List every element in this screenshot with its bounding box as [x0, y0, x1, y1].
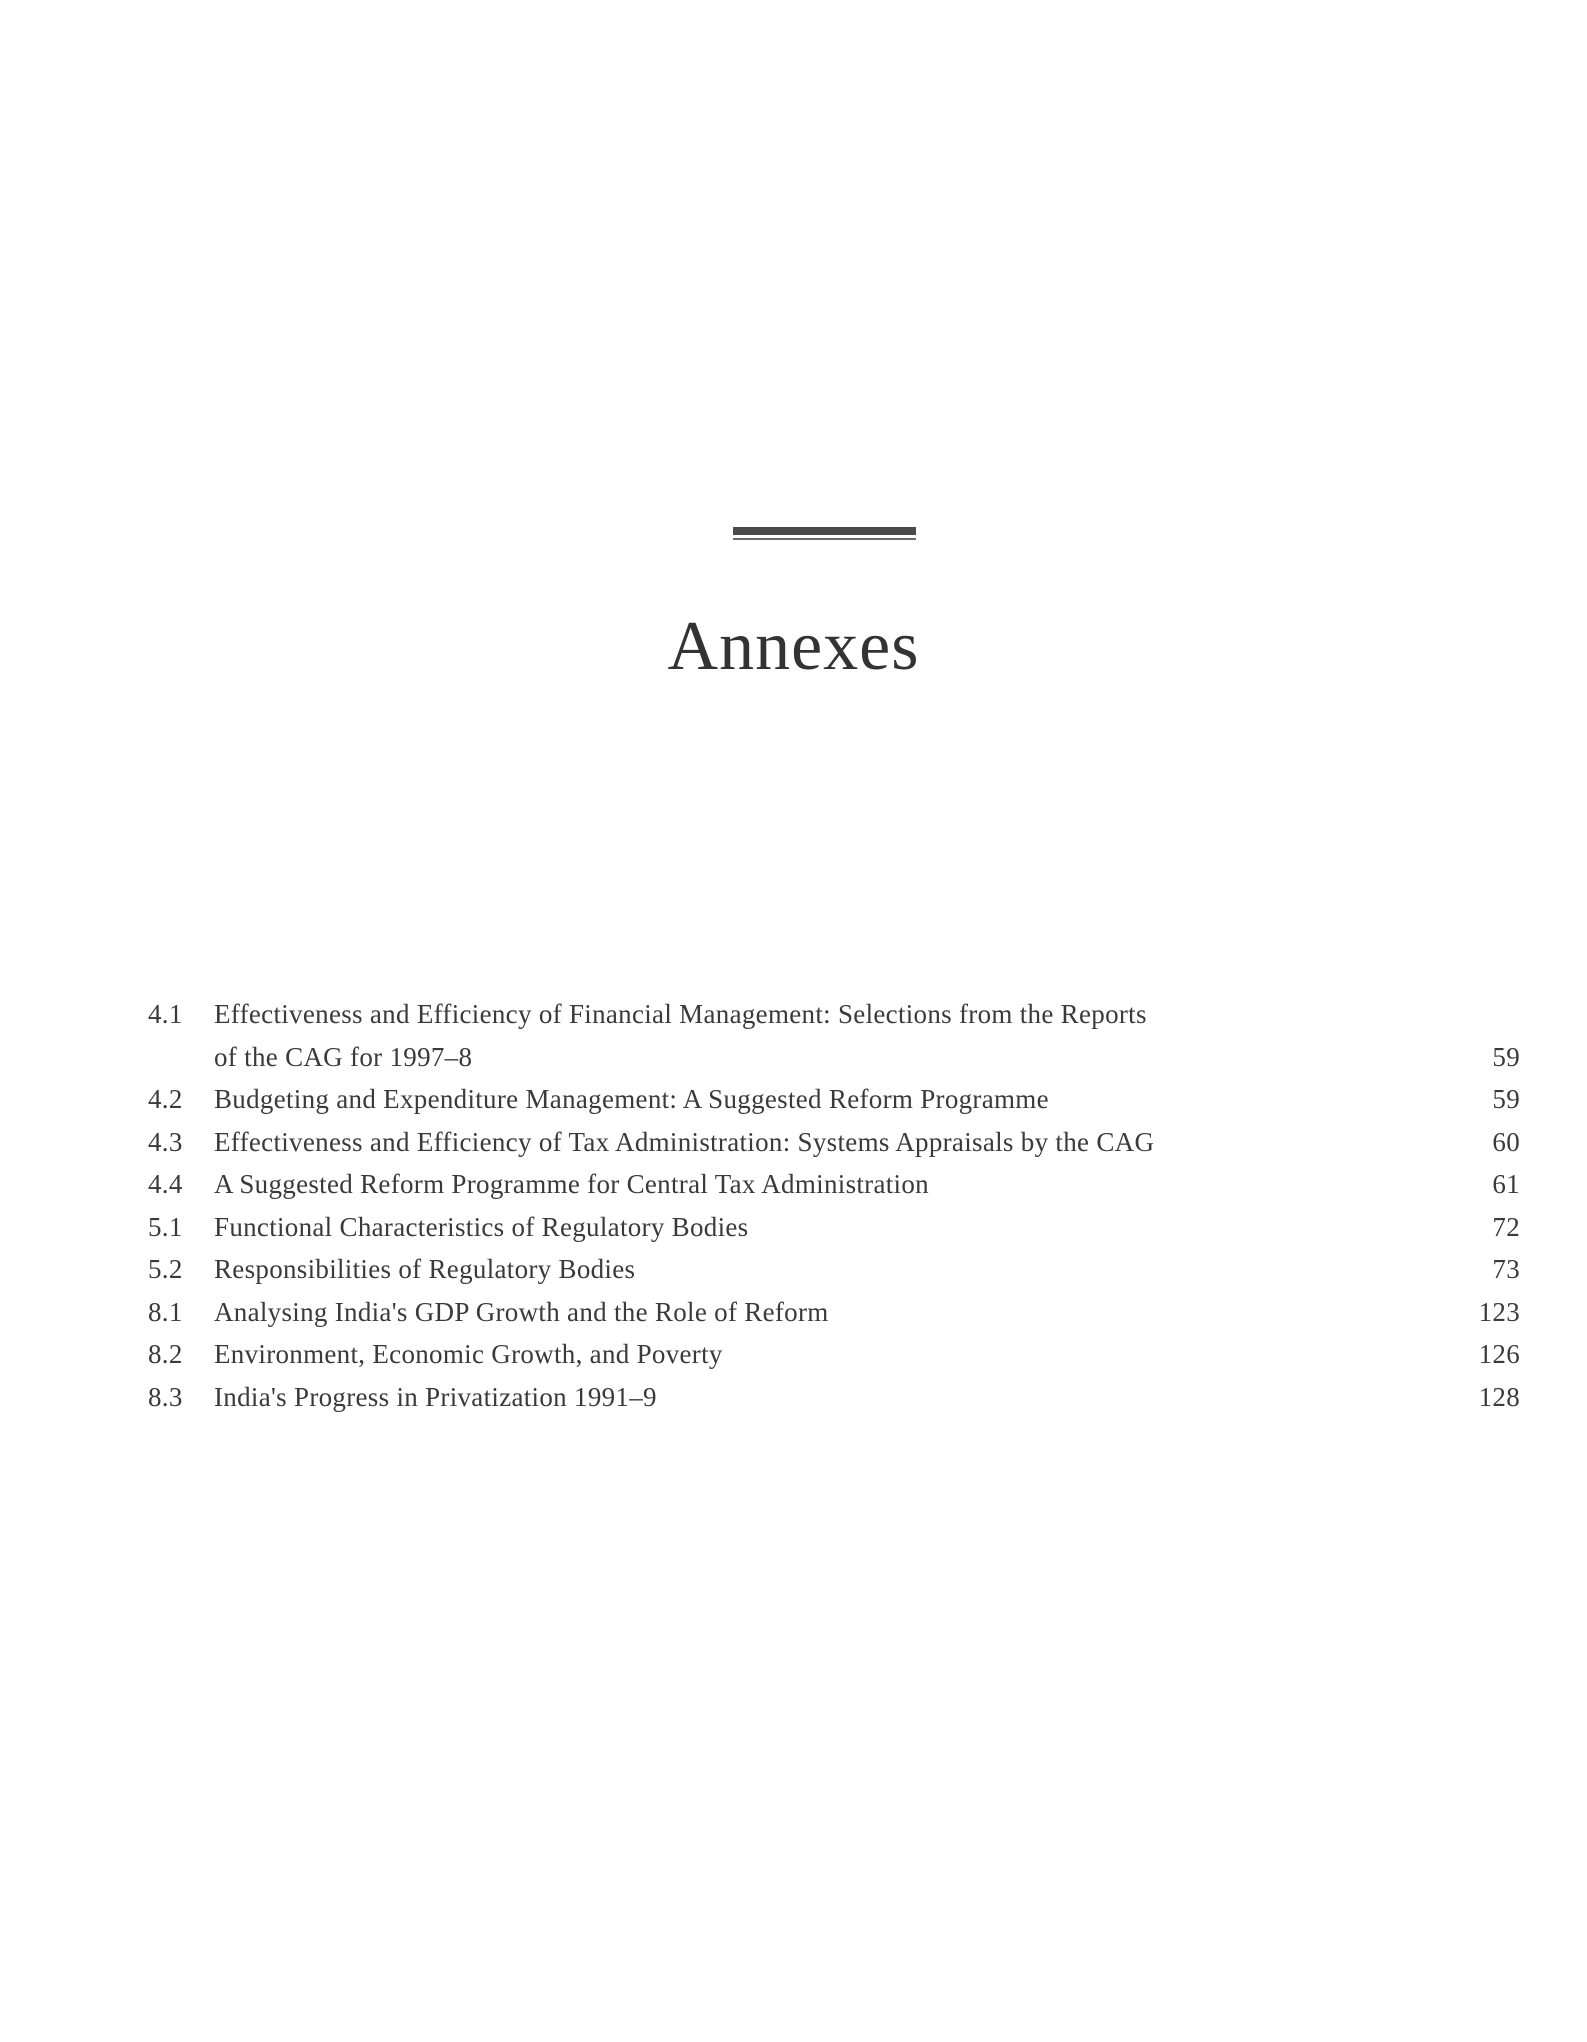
annex-number: 8.1: [148, 1296, 183, 1327]
annex-title-block: [214, 993, 1520, 1078]
annex-title-block: [214, 1121, 1520, 1164]
annex-page-number: 73: [1492, 1254, 1520, 1284]
annex-title: A Suggested Reform Programme for Central Tax Administration: [214, 1169, 929, 1199]
annex-number: 5.1: [148, 1211, 183, 1242]
rule-thick-line: [733, 527, 916, 535]
annex-page-number: 128: [1478, 1381, 1520, 1412]
annex-number: 4.2: [148, 1084, 183, 1114]
decorative-rule: [733, 527, 916, 540]
annex-page-number: 59: [1492, 1084, 1520, 1114]
annex-title: Functional Characteristics of Regulatory Bodies: [214, 1211, 749, 1242]
annex-title-block: [214, 1206, 1520, 1249]
annex-page-number: 123: [1478, 1296, 1520, 1327]
annex-entry: [148, 993, 1520, 1078]
annex-title: India's Progress in Privatization 1991–9: [214, 1381, 657, 1412]
annex-entry: [148, 1376, 1520, 1419]
annex-number: 4.1: [148, 999, 183, 1029]
annex-entry: [148, 1291, 1520, 1334]
annex-number: 4.3: [148, 1126, 183, 1157]
annex-page-number: 59: [1492, 1041, 1520, 1072]
annex-title-block: [214, 1333, 1520, 1376]
annex-title-block: [214, 1163, 1520, 1206]
rule-thin-line: [733, 538, 916, 540]
annex-title: Budgeting and Expenditure Management: A Suggested Reform Programme: [214, 1084, 1049, 1114]
annex-entry: [148, 1078, 1520, 1121]
annex-list: [148, 993, 1520, 1418]
annex-title-block: [214, 1078, 1520, 1121]
annex-number: 8.2: [148, 1339, 183, 1369]
annex-title-block: [214, 1291, 1520, 1334]
annex-page-number: 126: [1478, 1339, 1520, 1369]
annex-number: 5.2: [148, 1254, 183, 1284]
annex-page-number: 61: [1492, 1169, 1520, 1199]
annex-number: 8.3: [148, 1381, 183, 1412]
annex-page-number: 72: [1492, 1211, 1520, 1242]
annex-page-number: 60: [1492, 1126, 1520, 1157]
annex-title: Environment, Economic Growth, and Poverty: [214, 1339, 723, 1369]
annex-title-continuation: of the CAG for 1997–8: [214, 1041, 473, 1072]
annex-title: Responsibilities of Regulatory Bodies: [214, 1254, 636, 1284]
annex-entry: [148, 1206, 1520, 1249]
annex-entry: [148, 1248, 1520, 1291]
annex-title-block: [214, 1248, 1520, 1291]
annex-title-block: [214, 1376, 1520, 1419]
page-title: Annexes: [667, 608, 920, 685]
annex-number: 4.4: [148, 1169, 183, 1199]
annex-title: Effectiveness and Efficiency of Financial Management: Selections from the Reports: [214, 999, 1147, 1029]
annex-title: Analysing India's GDP Growth and the Role of Reform: [214, 1296, 829, 1327]
annex-entry: [148, 1121, 1520, 1164]
annex-entry: [148, 1163, 1520, 1206]
annex-title: Effectiveness and Efficiency of Tax Administration: Systems Appraisals by the CAG: [214, 1126, 1155, 1157]
annex-entry: [148, 1333, 1520, 1376]
